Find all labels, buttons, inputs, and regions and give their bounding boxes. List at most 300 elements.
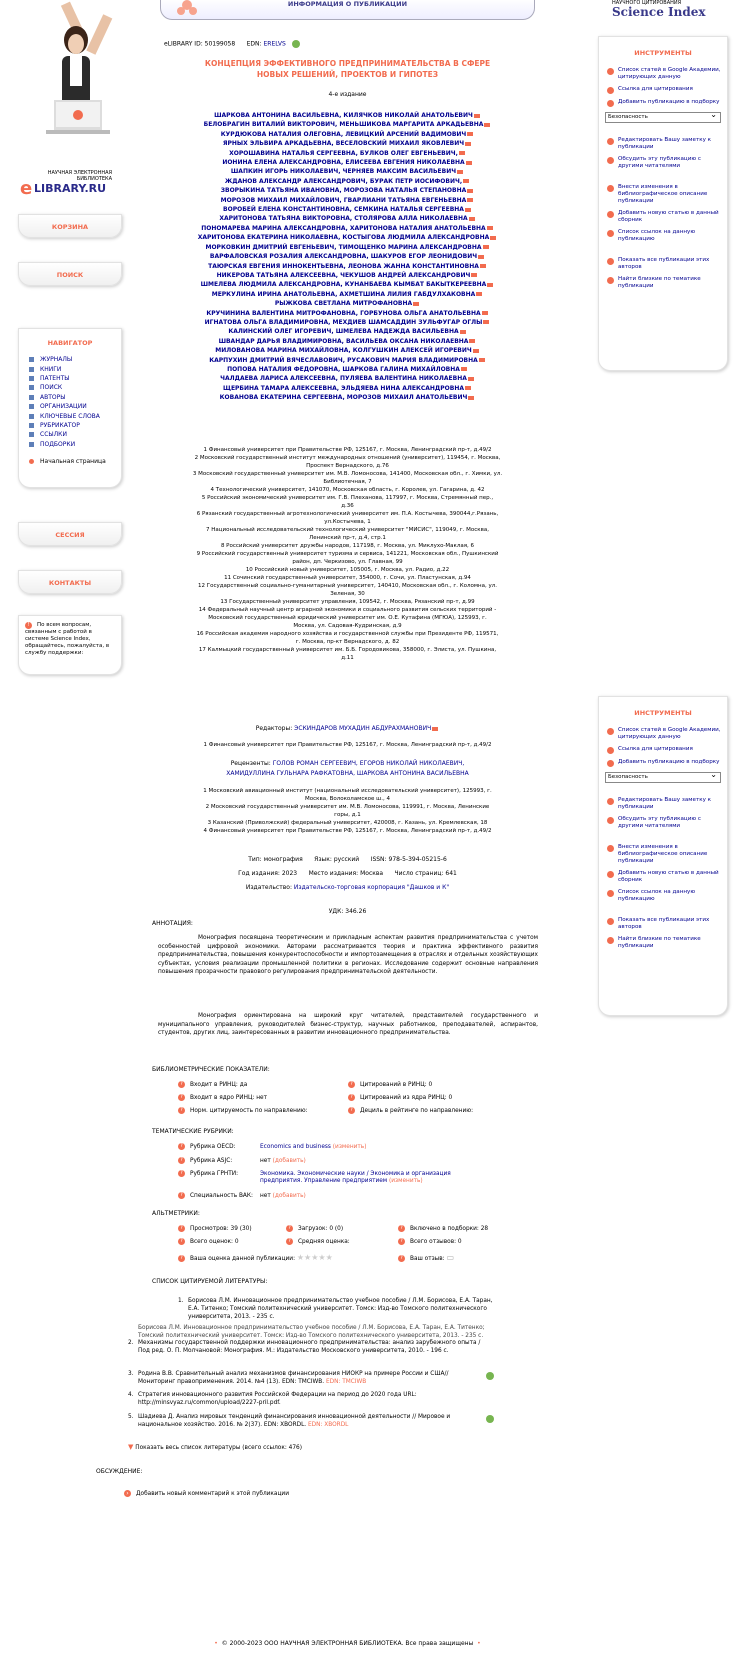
rubric-asjc (178, 1157, 306, 1164)
affiliation-line: 17 Калмыцкий государственный университет им. Б.Б. Городовикова, 358000, г. Элиста, ул. Пушкина, (198, 647, 497, 653)
tool-item[interactable] (607, 889, 721, 903)
biblio-r2: Цитирований в РИНЦ: 0 (360, 1082, 433, 1088)
tool-item[interactable] (607, 137, 721, 151)
nav-item-label: РУБРИКАТОР (40, 421, 80, 429)
help-icon[interactable]: ? (398, 1255, 405, 1262)
nav-item-label: КНИГИ (40, 365, 62, 373)
arrow-bullet-icon (607, 68, 614, 75)
author-link[interactable]: ХАРИТОНОВА ЕКАТЕРИНА НИКОЛАЕВНА, КОСТЫГОВА ЛЮДМИЛА АЛЕКСАНДРОВНА (197, 234, 490, 242)
grnti-value-1[interactable]: Экономика. Экономические науки / Экономика и организация (260, 1171, 451, 1177)
author-link[interactable]: ЯРНЫХ ЭЛЬВИРА АРКАДЬЕВНА, ВЕСЕЛОВСКИЙ МИХАИЛ ЯКОВЛЕВИЧ (222, 140, 465, 148)
author-link[interactable]: ЖДАНОВ АЛЕКСАНДР АЛЕКСАНДРОВИЧ, БУРАК ПЕТР ИОСИФОВИЧ, (224, 177, 463, 185)
cart-button[interactable]: КОРЗИНА (18, 214, 122, 238)
author-link[interactable]: ТАЮРСКАЯ ЕВГЕНИЯ ИННОКЕНТЬЕВНА, ЛЕОНОВА ЖАННА КОНСТАНТИНОВНА (208, 262, 479, 270)
tool-item[interactable] (607, 844, 721, 865)
ref-3-text: Родина В.В. Сравнительный анализ механизмов финансирования НИОКР на примере России и США// Мониторинг правоприменения. 2014. №4 (13). EDN: TMCIWB. (138, 1371, 449, 1385)
collection-select[interactable]: Безопасность ⌄ (605, 112, 721, 123)
author-link[interactable]: РЫЖКОВА СВЕТЛАНА МИТРОФАНОВНА (274, 300, 413, 308)
annotation-p2: Монография ориентирована на широкий круг читателей, представителей государственного и муниципального управления, руководителей бизнес-структур, научных работников, преподавателей, аспирантов, студентов, других лиц, заинтересованных в развитии инновационного предпринимательства. (158, 1013, 538, 1037)
grnti-value-2[interactable]: предприятия. Управление предприятием (260, 1178, 388, 1184)
tool-item-label: Обсудить эту публикацию с другими читателями (618, 156, 701, 169)
help-icon[interactable]: ? (178, 1170, 185, 1177)
ref-2-text: Механизмы государственной поддержки инновационного предпринимательства: анализ зарубежного опыта / Под ред. О. П. Молчановой: Монография. М.: Издательство Московского университета, 2010. - 196 с. (138, 1340, 481, 1354)
arrow-bullet-icon (607, 728, 614, 735)
publisher-label: Издательство: (245, 884, 292, 891)
ref-5-text: Шадиева Д. Анализ мировых тенденций финансирования инновационной деятельности // Мировое и национальное хозяйство. 2016. № 2(37). EDN: XBORDL. (138, 1414, 451, 1428)
edn-label: EDN: (246, 40, 262, 48)
ref-1 (178, 1297, 498, 1321)
author-link[interactable]: МИЛОВАНОВА МАРИНА МИХАЙЛОВНА, КОЛГУШКИН АЛЕКСЕЙ ИГОРЕВИЧ (215, 347, 472, 355)
help-icon[interactable]: ? (178, 1238, 185, 1245)
mail-icon[interactable] (457, 170, 463, 174)
affiliation-line: Московский государственный юридический университет им. О.Е. Кутафина (МГЮА), 125993, г. (208, 615, 487, 621)
nav-home[interactable] (29, 457, 121, 466)
ref-5 (128, 1413, 483, 1429)
editor-link[interactable]: ЭСКИНДАРОВ МУХАДИН АБДУРАХМАНОВИЧ (294, 725, 432, 732)
author-line (150, 196, 545, 205)
edn-link[interactable]: ERELVS (263, 40, 286, 48)
tool-item[interactable] (607, 86, 721, 94)
tool-item[interactable] (607, 67, 721, 81)
author-link[interactable]: ШАРКОВА АНТОНИНА ВАСИЛЬЕВНА, КИЛЯЧКОВ НИКОЛАЙ АНАТОЛЬЕВИЧ (214, 112, 473, 119)
arrow-bullet-icon (607, 817, 614, 824)
author-link[interactable]: КРУЧИНИНА ВАЛЕНТИНА МИТРОФАНОВНА, ГОРБУНОВА ОЛЬГА АНАТОЛЬЕВНА (206, 309, 481, 317)
author-link[interactable]: КАЛИНСКИЙ ОЛЕГ ИГОРЕВИЧ, ШМЕЛЕВА НАДЕЖДА ВАСИЛЬЕВНА (228, 328, 459, 336)
ref-4 (128, 1391, 483, 1407)
help-icon[interactable]: ? (178, 1143, 185, 1150)
author-link[interactable]: КОВАНОВА ЕКАТЕРИНА СЕРГЕЕВНА, МОРОЗОВ МИХАИЛ АНАТОЛЬЕВИЧ (219, 394, 468, 402)
author-link[interactable]: ШМЕЛЕВА ЛЮДМИЛА АЛЕКСАНДРОВНА, КУНАНБАЕВА КЫМБАТ БАКЫТКЕРЕЕВНА (200, 281, 487, 289)
affiliation-line: 10 Российский новый университет, 105005, г. Москва, ул. Радио, д.22 (245, 567, 450, 573)
affiliation-line: 11 Сочинский государственный университет, 354000, г. Сочи, ул. Пластунская, д.94 (224, 575, 471, 581)
author-link[interactable]: МЕРКУЛИНА ИРИНА АНАТОЛЬЕВНА, АХМЕТШИНА ЛИЛИЯ ГАБДУЛХАКОВНА (211, 290, 476, 298)
tool-item[interactable] (607, 870, 721, 884)
mail-icon[interactable] (461, 367, 467, 371)
vak-add-link[interactable]: (добавить) (272, 1193, 306, 1199)
grnti-label: Рубрика ГРНТИ: (190, 1171, 239, 1177)
ref-3-green-icon[interactable] (486, 1372, 494, 1380)
square-bullet-icon (29, 385, 34, 390)
tool-item-label: Список ссылок на данную публикацию (618, 229, 696, 242)
mail-icon[interactable] (467, 189, 473, 193)
biblio-core (178, 1094, 267, 1101)
mail-icon[interactable] (467, 198, 473, 202)
author-line (150, 149, 545, 158)
arrow-bullet-icon (607, 798, 614, 805)
mail-icon[interactable] (432, 727, 438, 731)
pages-label: Число страниц: (394, 870, 444, 877)
help-icon[interactable]: ? (398, 1225, 405, 1232)
help-icon[interactable]: ? (178, 1255, 185, 1262)
reviews-value: Всего отзывов: 0 (410, 1239, 462, 1245)
square-bullet-icon (29, 423, 34, 428)
nav-item-label: ССЫЛКИ (40, 431, 67, 439)
square-bullet-icon (29, 395, 34, 400)
help-icon[interactable]: ? (178, 1157, 185, 1164)
tool-item[interactable] (607, 257, 721, 271)
navigator-title: НАВИГАТОР (47, 339, 93, 347)
grnti-change-link[interactable]: (изменить) (389, 1178, 423, 1184)
reviewers-line1 (150, 759, 545, 768)
mail-icon[interactable] (479, 358, 485, 362)
footer-text: © 2000-2023 ООО НАУЧНАЯ ЭЛЕКТРОННАЯ БИБЛИОТЕКА. Все права защищены (221, 1640, 474, 1647)
altm-your (178, 1253, 333, 1262)
tool-item-label: Список статей в Google Академии, цитирующих данную (618, 67, 721, 80)
rating-stars[interactable]: ★★★★★ (296, 1253, 333, 1262)
biblio-r3: Входит в ядро РИНЦ: нет (190, 1095, 267, 1101)
affiliation-line: 7 Национальный исследовательский технологический университет "МИСИС", 119049, г. Москва, (206, 527, 489, 533)
mail-icon[interactable] (469, 217, 475, 221)
tools-box-1 (598, 36, 728, 371)
reviewer-affiliation-line: 2 Московский государственный университет им. М.В. Ломоносова, 119991, г. Москва, Ленинские (205, 804, 490, 810)
rubric-vak (178, 1192, 306, 1199)
affiliation-line: 8 Российский университет дружбы народов, 117198, г. Москва, ул. Миклухо-Маклая, 6 (220, 543, 475, 549)
your-rating-label: Ваша оценка данной публикации: (190, 1256, 296, 1262)
ref-4-num: 4. (128, 1392, 134, 1398)
ref-3-edn-link[interactable]: EDN: TMCIWB (325, 1379, 367, 1385)
type-label: Тип: (248, 856, 262, 863)
mail-icon[interactable] (487, 283, 493, 287)
logo-caption-1: НАУЧНАЯ ЭЛЕКТРОННАЯ (47, 170, 112, 176)
logo-caption-2: БИБЛИОТЕКА (76, 176, 112, 182)
affiliation-line: Проспект Вернадского, д.76 (306, 463, 389, 469)
nav-item-7[interactable] (29, 421, 121, 430)
author-line (150, 252, 545, 261)
altm-feedback (398, 1253, 454, 1262)
isbn-value: 978-5-394-05215-6 (388, 856, 447, 863)
tool-item-label: Показать все публикации этих авторов (618, 917, 710, 930)
author-line (150, 186, 545, 195)
nav-item-0[interactable] (29, 355, 121, 364)
author-line (150, 262, 545, 271)
tool-item[interactable] (607, 229, 721, 243)
tool-item-label: Добавить публикацию в подборку (618, 99, 720, 105)
tab-label: ИНФОРМАЦИЯ О ПУБЛИКАЦИИ (287, 0, 408, 8)
author-line (150, 356, 545, 365)
year-value: 2023 (281, 870, 298, 877)
ref-4-text: Стратегия инновационного развития Российской Федерации на период до 2020 года URL: http://minsvyaz.ru/common/upload/2227-pril.pdf. (138, 1392, 417, 1406)
author-link[interactable]: ИГНАТОВА ОЛЬГА ВЛАДИМИРОВНА, МЕХДИЕВ ШАМСАДДИН ЗУЛЬФУГАР ОГЛЫ (204, 318, 483, 326)
place-value: Москва (360, 870, 384, 877)
help-icon[interactable]: ? (178, 1225, 185, 1232)
help-icon[interactable]: ? (348, 1094, 355, 1101)
search-button[interactable]: ПОИСК (18, 262, 122, 286)
altm-downloads (286, 1225, 343, 1232)
editors-label: Редакторы: (255, 725, 293, 732)
mail-icon[interactable] (465, 142, 471, 146)
nav-item-label: ОРГАНИЗАЦИИ (40, 403, 87, 411)
nav-item-1[interactable] (29, 364, 121, 373)
refs-more-label: Показать весь список литературы (всего ссылок: 476) (135, 1445, 302, 1451)
rubric-oecd (178, 1143, 366, 1150)
author-line (150, 384, 545, 393)
tools-title-2: ИНСТРУМЕНТЫ (634, 709, 692, 717)
triangle-down-icon: ▼ (128, 1443, 134, 1451)
help-icon[interactable]: ? (398, 1238, 405, 1245)
help-icon[interactable]: ? (178, 1081, 185, 1088)
arrow-bullet-icon (607, 937, 614, 944)
author-line (150, 309, 545, 318)
mail-icon[interactable] (484, 123, 490, 127)
mail-icon[interactable] (474, 114, 480, 118)
affiliation-line: 6 Рязанский государственный агротехнологический университет им. П.А. Костычева, 390044,г.Рязань, (196, 511, 499, 517)
asjc-add-link[interactable]: (добавить) (272, 1158, 306, 1164)
place-label: Место издания: (308, 870, 359, 877)
nav-item-9[interactable] (29, 440, 121, 449)
annotation-p1: Монография посвящена теоретическим и прикладным аспектам развития предпринимательства с учетом особенностей цифровой экономики. Авторами рассматривается теория и практика эффективного развития предпринимательства, повышения конкурентоспособности и импортозамещения в отраслях и отдельных хозяйствующих субъектах, условия реализации промышленной политики в регионах. Исследование содержит основные направления повышения прозрачности правового регулирования предпринимательской деятельности. (158, 935, 538, 976)
author-link[interactable]: МОРКОВКИН ДМИТРИЙ ЕВГЕНЬЕВИЧ, ТИМОЩЕНКО МАРИНА АЛЕКСАНДРОВНА (205, 243, 482, 251)
author-link[interactable]: ВАРФАЛОВСКАЯ РОЗАЛИЯ АЛЕКСАНДРОВНА, ШАКУРОВ ЕГОР ЛЕОНИДОВИЧ (209, 253, 478, 261)
type-value: монография (263, 856, 303, 863)
biblio-rinc (178, 1081, 247, 1088)
ref-5-green-icon[interactable] (486, 1415, 494, 1423)
contacts-button[interactable]: КОНТАКТЫ (18, 570, 122, 594)
tools-title: ИНСТРУМЕНТЫ (634, 49, 692, 57)
nav-home-label: Начальная страница (40, 458, 106, 466)
ref-5-num: 5. (128, 1414, 134, 1420)
annotation-label: АННОТАЦИЯ: (152, 920, 193, 927)
nav-item-8[interactable] (29, 430, 121, 439)
affiliation-line: ул.Костычева, 1 (324, 519, 371, 525)
ref-1-overlap (138, 1324, 498, 1340)
oecd-label: Рубрика OECD: (190, 1144, 236, 1150)
mail-icon[interactable] (468, 377, 474, 381)
square-bullet-icon (29, 367, 34, 372)
author-link[interactable]: ЗВОРЫКИНА ТАТЬЯНА ИВАНОВНА, МОРОЗОВА НАТАЛЬЯ СТЕПАНОВНА (220, 187, 467, 195)
mail-icon[interactable] (473, 349, 479, 353)
ratings-value: Всего оценок: 0 (190, 1239, 239, 1245)
mail-icon[interactable] (467, 132, 473, 136)
tool-item-label: Редактировать Вашу заметку к публикации (618, 137, 712, 150)
author-line (150, 224, 545, 233)
arrow-bullet-icon (607, 230, 614, 237)
affiliation-line: 9 Российский государственный университет туризма и сервиса, 141221, Московская обл., Пушкинский (196, 551, 499, 557)
mail-icon[interactable] (460, 330, 466, 334)
footer (150, 1640, 545, 1647)
mail-icon[interactable] (483, 320, 489, 324)
navigator-box (18, 328, 122, 488)
mail-icon[interactable] (459, 151, 465, 155)
tool-item[interactable] (607, 276, 721, 290)
in-coll-value: Включено в подборки: 28 (410, 1226, 489, 1232)
discussion-label: ОБСУЖДЕНИЕ: (96, 1468, 143, 1475)
nav-item-label: ПАТЕНТЫ (40, 374, 70, 382)
affiliation-line: д.11 (341, 655, 354, 661)
mail-icon[interactable] (469, 339, 475, 343)
reviewers-affiliations (150, 787, 545, 835)
affiliation-line: 14 Федеральный научный центр аграрной экономики и социального развития сельских территорий - (198, 607, 497, 613)
tool-item[interactable] (607, 184, 721, 205)
reviewer-affiliation-line: 1 Московский авиационный институт (национальный исследовательский университет), 125993, г. (203, 788, 492, 794)
asjc-label: Рубрика ASJC: (190, 1158, 233, 1164)
reviewer-affiliation-line: горы, д.1 (334, 812, 361, 818)
comment-icon[interactable]: ▭ (446, 1253, 455, 1262)
affiliations-list (150, 446, 545, 662)
nav-item-4[interactable] (29, 393, 121, 402)
altm-avg (286, 1238, 350, 1245)
biblio-norm (178, 1107, 308, 1114)
author-link[interactable]: ПОПОВА НАТАЛИЯ ФЕДОРОВНА, ШАРКОВА ГАЛИНА МИХАЙЛОВНА (227, 365, 460, 373)
mail-icon[interactable] (471, 273, 477, 277)
tool-item[interactable] (607, 156, 721, 170)
biblio-core-cit (348, 1094, 452, 1101)
science-index-logo[interactable]: Science Index (612, 5, 706, 19)
author-line (150, 167, 545, 176)
mail-icon[interactable] (468, 396, 474, 400)
author-line (150, 111, 545, 120)
session-button[interactable]: СЕССИЯ (18, 522, 122, 546)
tools-list-items2 (599, 137, 727, 170)
mail-icon[interactable] (480, 264, 486, 268)
mail-icon[interactable] (463, 179, 469, 183)
help-icon[interactable]: ? (348, 1107, 355, 1114)
affiliation-line: 4 Технологический университет, 141070, Московская область, г. Королев, ул. Гагарина, д. 42 (210, 487, 485, 493)
author-link[interactable]: ЧАЛДАЕВА ЛАРИСА АЛЕКСЕЕВНА, ПУЛЯЕВА ВАЛЕНТИНА НИКОЛАЕВНА (220, 375, 467, 383)
isbn-label: ISSN: (370, 856, 387, 863)
affiliation-line: 12 Государственный социально-гуманитарный университет, 140410, Московская обл., г. Коломна, ул. (197, 583, 497, 589)
author-line (150, 214, 545, 223)
nav-item-2[interactable] (29, 374, 121, 383)
mail-icon[interactable] (483, 245, 489, 249)
pub-title-line1: КОНЦЕПЦИЯ ЭФФЕКТИВНОГО ПРЕДПРИНИМАТЕЛЬСТВА В СФЕРЕ (204, 59, 491, 68)
author-link[interactable]: КУРДЮКОВА НАТАЛИЯ ОЛЕГОВНА, ЛЕВИЦКИЙ АРСЕНИЙ ВАДИМОВИЧ (220, 130, 467, 138)
oecd-value[interactable]: Economics and business (260, 1144, 331, 1150)
nav-item-3[interactable] (29, 383, 121, 392)
science-index-small: НАУЧНОГО ЦИТИРОВАНИЯ (612, 0, 682, 6)
elibrary-logo[interactable] (20, 170, 124, 199)
tool-item[interactable] (607, 210, 721, 224)
home-bullet-icon (29, 459, 34, 464)
affiliation-line: 3 Московский государственный университет им. М.В. Ломоносова, 141400, Московская обл., г. Химки, ул. (192, 471, 503, 477)
tools-list-items2 (599, 797, 727, 830)
tools-list-items (599, 727, 727, 767)
author-link[interactable]: МОРОЗОВ МИХАИЛ МИХАЙЛОВИЧ, ГВАРЛИАНИ ТАТЬЯНА ЕВГЕНЬЕВНА (220, 196, 467, 204)
views-value: Просмотров: 39 (30) (190, 1226, 252, 1232)
tool-item-label: Добавить новую статью в данный сборник (618, 210, 719, 223)
mail-icon[interactable] (476, 292, 482, 296)
author-line (150, 205, 545, 214)
add-comment[interactable] (124, 1490, 289, 1497)
author-link[interactable]: ВОРОБЕЙ ЕЛЕНА КОНСТАНТИНОВНА, СЕМКИНА НАТАЛЬЯ СЕРГЕЕВНА (223, 206, 464, 214)
author-link[interactable]: ШВАНДАР ДАРЬЯ ВЛАДИМИРОВНА, ВАСИЛЬЕВА ОКСАНА НИКОЛАЕВНА (218, 337, 469, 345)
reviewers-line2 (150, 769, 545, 778)
author-line (150, 346, 545, 355)
mail-icon[interactable] (482, 311, 488, 315)
tool-item[interactable] (607, 936, 721, 950)
refs-more[interactable] (128, 1443, 302, 1451)
tool-item[interactable] (607, 797, 721, 811)
add-comment-label: Добавить новый комментарий к этой публикации (136, 1491, 289, 1497)
help-icon[interactable]: ? (178, 1107, 185, 1114)
ref-2-num: 2. (128, 1340, 134, 1346)
mail-icon[interactable] (465, 208, 471, 212)
mail-icon[interactable] (478, 255, 484, 259)
footer-bullet-left: • (214, 1640, 218, 1647)
author-link[interactable]: БЕЛОБРАГИН ВИТАЛИЙ ВИКТОРОВИЧ, МЕНЬШИКОВА МАРГАРИТА АРКАДЬЕВНА (203, 121, 484, 129)
tools-list-items4 (599, 917, 727, 950)
help-icon[interactable]: ? (286, 1238, 293, 1245)
author-link[interactable]: ИОНИНА ЕЛЕНА АЛЕКСАНДРОВНА, ЕЛИСЕЕВА ЕВГЕНИЯ НИКОЛАЕВНА (222, 159, 465, 167)
tools-list-items (599, 67, 727, 107)
tool-item[interactable] (607, 816, 721, 830)
biblio-r5: Норм. цитируемость по направлению: (190, 1108, 308, 1114)
help-icon[interactable]: ? (286, 1225, 293, 1232)
tool-item[interactable] (607, 99, 721, 107)
author-link[interactable]: КАРПУХИН ДМИТРИЙ ВЯЧЕСЛАВОВИЧ, РУСАКОВИЧ МАРИЯ ВЛАДИМИРОВНА (209, 356, 478, 364)
pub-title-line2: НОВЫХ РЕШЕНИЙ, ПРОЕКТОВ И ГИПОТЕЗ (256, 70, 439, 79)
help-icon[interactable]: ? (178, 1094, 185, 1101)
reviewer-affiliation-line: 3 Казанский (Приволжский) федеральный университет, 420008, г. Казань, ул. Кремлевская, 18 (207, 820, 488, 826)
affiliation-line: Библиотечная, 7 (323, 479, 372, 485)
author-line (150, 120, 545, 129)
author-line (150, 290, 545, 299)
biblio-r6: Дециль в рейтинге по направлению: (360, 1108, 474, 1114)
mail-icon[interactable] (487, 226, 493, 230)
edition: 4-е издание (328, 91, 367, 98)
editors (150, 724, 545, 733)
author-link[interactable]: ХОРОШАВИНА НАТАЛЬЯ СЕРГЕЕВНА, БУЛКОВ ОЛЕГ ЕВГЕНЬЕВИЧ, (229, 149, 458, 157)
author-link[interactable]: ХАРИТОНОВА ТАТЬЯНА ВИКТОРОВНА, СТОЛЯРОВА АЛЛА НИКОЛАЕВНА (219, 215, 468, 223)
info-icon: ! (25, 622, 32, 629)
affiliation-line: 13 Государственный университет управления, 109542, г. Москва, Рязанский пр-т, д.99 (220, 599, 475, 605)
author-link[interactable]: ШАПКИН ИГОРЬ НИКОЛАЕВИЧ, ЧЕРНЯЕВ МАКСИМ ВАСИЛЬЕВИЧ (230, 168, 457, 176)
help-icon[interactable]: ? (178, 1192, 185, 1199)
nav-item-5[interactable] (29, 402, 121, 411)
tools-list-items4 (599, 257, 727, 290)
id-label: eLIBRARY ID: (164, 40, 203, 48)
mail-icon[interactable] (490, 236, 496, 240)
author-link[interactable]: НИКЕРОВА ТАТЬЯНА АЛЕКСЕЕВНА, ЧЕКУШОВ АНДРЕЙ АЛЕКСАНДРОВИЧ (216, 271, 471, 279)
tool-item[interactable] (607, 727, 721, 741)
mail-icon[interactable] (466, 161, 472, 165)
collection-select-2[interactable]: Безопасность ⌄ (605, 772, 721, 783)
tool-item[interactable] (607, 759, 721, 767)
reviewers-link-1[interactable]: ГОЛОВ РОМАН СЕРГЕЕВИЧ, ЕГОРОВ НИКОЛАЙ НИКОЛАЕВИЧ, (272, 760, 465, 767)
ref-5-edn-link[interactable]: EDN: XBORDL (308, 1422, 349, 1428)
edn-green-icon[interactable] (292, 40, 300, 48)
mail-icon[interactable] (413, 302, 419, 306)
help-icon[interactable]: ? (348, 1081, 355, 1088)
author-line (150, 280, 545, 289)
affiliation-line: 1 Финансовый университет при Правительстве РФ, 125167, г. Москва, Ленинградский пр-т, д.49/2 (203, 447, 492, 453)
altm-ratings (178, 1238, 239, 1245)
logo-e: e (20, 178, 33, 199)
nav-item-6[interactable] (29, 411, 121, 420)
arrow-bullet-icon (607, 100, 614, 107)
author-link[interactable]: ЩЕРБИНА ТАМАРА АЛЕКСЕЕВНА, ЭЛЬДЯЕВА НИНА АЛЕКСАНДРОВНА (222, 384, 465, 392)
mail-icon[interactable] (465, 386, 471, 390)
tool-item[interactable] (607, 746, 721, 754)
tool-item-label: Добавить новую статью в данный сборник (618, 870, 719, 883)
rubrics-label: ТЕМАТИЧЕСКИЕ РУБРИКИ: (152, 1128, 234, 1135)
nav-item-label: АВТОРЫ (40, 393, 66, 401)
altm-views (178, 1225, 252, 1232)
arrow-right-icon: › (124, 1490, 131, 1497)
lang-label: Язык: (314, 856, 332, 863)
publisher-link[interactable]: Издательско-торговая корпорация "Дашков и К" (293, 884, 450, 891)
reviewers-link-2[interactable]: ХАМИДУЛЛИНА ГУЛЬНАРА РАФКАТОВНА, ШАРКОВА АНТОНИНА ВАСИЛЬЕВНА (226, 770, 469, 777)
author-link[interactable]: ПОНОМАРЕВА МАРИНА АЛЕКСАНДРОВНА, ХАРИТОНОВА НАТАЛИЯ АНАТОЛЬЕВНА (201, 224, 486, 232)
tool-item-label: Список статей в Google Академии, цитирующих данную (618, 727, 721, 740)
tool-item[interactable] (607, 917, 721, 931)
ref-3-num: 3. (128, 1371, 134, 1377)
square-bullet-icon (29, 442, 34, 447)
affiliation-line: 5 Российский экономический университет им. Г.В. Плеханова, 117997, г. Москва, Стремянный пер., (201, 495, 494, 501)
arrow-bullet-icon (607, 845, 614, 852)
altm-reviews (398, 1238, 462, 1245)
oecd-change-link[interactable]: (изменить) (332, 1144, 367, 1150)
arrow-bullet-icon (607, 157, 614, 164)
